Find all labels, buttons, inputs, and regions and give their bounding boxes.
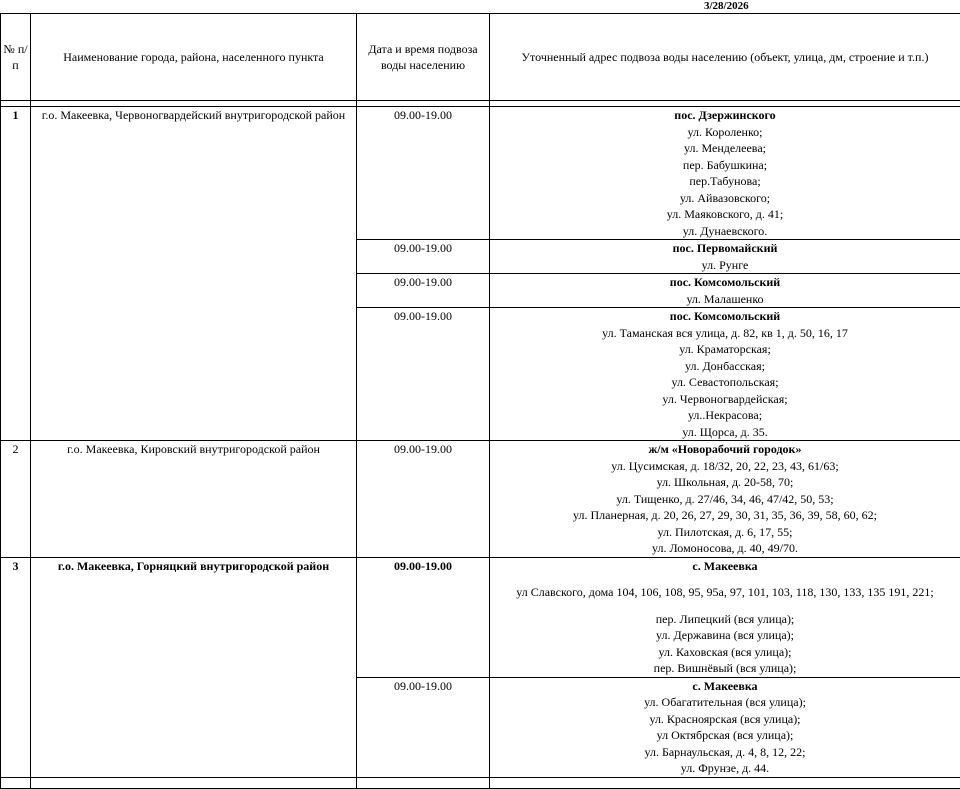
street-line: ул. Червоногвардейская;	[492, 391, 958, 408]
header-time: Дата и время подвоза воды населению	[357, 14, 490, 101]
table-row	[1, 441, 960, 558]
city-district: г.о. Макеевка, Кировский внутригородской район	[31, 441, 357, 558]
street-line: ул. Планерная, д. 20, 26, 27, 29, 30, 31, 35, 36, 39, 58, 60, 62;	[492, 507, 958, 524]
empty-cell	[490, 777, 960, 788]
empty-cell	[31, 777, 357, 788]
street-line: ул. Тищенко, д. 27/46, 34, 46, 47/42, 50, 53;	[492, 491, 958, 508]
street-line: пер. Бабушкина;	[492, 157, 958, 174]
street-line: ул. Цусимская, д. 18/32, 20, 22, 23, 43, 61/63;	[492, 458, 958, 475]
city-district: г.о. Макеевка, Червоногвардейский внутригородской район	[31, 107, 357, 441]
settlement-title: ж/м «Новорабочий городок»	[492, 441, 958, 458]
street-line: ул. Пилотская, д. 6, 17, 55;	[492, 524, 958, 541]
street-line: пер.Табунова;	[492, 173, 958, 190]
delivery-address	[490, 557, 960, 677]
street-line: ул Славского, дома 104, 106, 108, 95, 95а, 97, 101, 103, 118, 130, 133, 135 191, 221;	[492, 584, 958, 601]
settlement-title: пос. Комсомольский	[492, 308, 958, 325]
street-line: ул. Краматорская;	[492, 341, 958, 358]
delivery-address	[490, 441, 960, 558]
street-line: ул. Обагатительная (вся улица);	[492, 694, 958, 711]
delivery-address	[490, 308, 960, 441]
empty-cell	[1, 777, 31, 788]
header-num: № п/п	[1, 14, 31, 101]
street-line: ул. Менделеева;	[492, 140, 958, 157]
street-line: ул. Дунаевского.	[492, 223, 958, 240]
street-line: ул. Донбасская;	[492, 358, 958, 375]
table-row	[1, 557, 960, 677]
street-line: ул. Школьная, д. 20-58, 70;	[492, 474, 958, 491]
street-line: ул..Некрасова;	[492, 407, 958, 424]
delivery-time: 09.00-19.00	[357, 441, 490, 558]
settlement-title: с. Макеевка	[492, 558, 958, 575]
header-address: Уточненный адрес подвоза воды населению (объект, улица, дм, строение и т.п.)	[490, 14, 960, 101]
delivery-time: 09.00-19.00	[357, 677, 490, 777]
settlement-title: пос. Комсомольский	[492, 274, 958, 291]
row-number: 2	[1, 441, 31, 558]
street-line: ул. Державина (вся улица);	[492, 627, 958, 644]
delivery-time: 09.00-19.00	[357, 240, 490, 274]
street-line: ул. Барнаульская, д. 4, 8, 12, 22;	[492, 744, 958, 761]
settlement-title: пос. Дзержинского	[492, 107, 958, 124]
delivery-address	[490, 240, 960, 274]
settlement-title: пос. Первомайский	[492, 240, 958, 257]
row-number: 1	[1, 107, 31, 441]
delivery-time: 09.00-19.00	[357, 557, 490, 677]
street-line: ул. Короленко;	[492, 124, 958, 141]
street-line: ул. Севастопольская;	[492, 374, 958, 391]
street-line: ул. Айвазовского;	[492, 190, 958, 207]
delivery-time: 09.00-19.00	[357, 107, 490, 240]
delivery-time: 09.00-19.00	[357, 274, 490, 308]
street-line: ул. Ломоносова, д. 40, 49/70.	[492, 540, 958, 557]
table-bottom-row	[1, 777, 960, 788]
empty-cell	[357, 777, 490, 788]
delivery-time: 09.00-19.00	[357, 308, 490, 441]
line-gap	[492, 574, 958, 584]
date-header-row	[0, 0, 960, 14]
row-number: 3	[1, 557, 31, 777]
line-gap	[492, 601, 958, 611]
settlement-title: с. Макеевка	[492, 678, 958, 695]
header-city: Наименование города, района, населенного пункта	[31, 14, 357, 101]
street-line: ул. Фрунзе, д. 44.	[492, 760, 958, 777]
delivery-address	[490, 274, 960, 308]
table-header-row	[1, 14, 960, 101]
water-delivery-table	[0, 13, 960, 789]
street-line: ул. Рунге	[492, 257, 958, 274]
street-line: ул. Красноярская (вся улица);	[492, 711, 958, 728]
table-body	[1, 107, 960, 789]
report-date: 3/28/2026	[704, 0, 749, 13]
street-line: ул Октябрская (вся улица);	[492, 727, 958, 744]
street-line: пер. Липецкий (вся улица);	[492, 611, 958, 628]
delivery-address	[490, 107, 960, 240]
street-line: ул. Маяковского, д. 41;	[492, 206, 958, 223]
street-line: пер. Вишнёвый (вся улица);	[492, 660, 958, 677]
city-district: г.о. Макеевка, Горняцкий внутригородской район	[31, 557, 357, 777]
street-line: ул. Малашенко	[492, 291, 958, 308]
street-line: ул. Каховская (вся улица);	[492, 644, 958, 661]
delivery-address	[490, 677, 960, 777]
street-line: ул. Таманская вся улица, д. 82, кв 1, д. 50, 16, 17	[492, 325, 958, 342]
table-row	[1, 107, 960, 240]
street-line: ул. Щорса, д. 35.	[492, 424, 958, 441]
